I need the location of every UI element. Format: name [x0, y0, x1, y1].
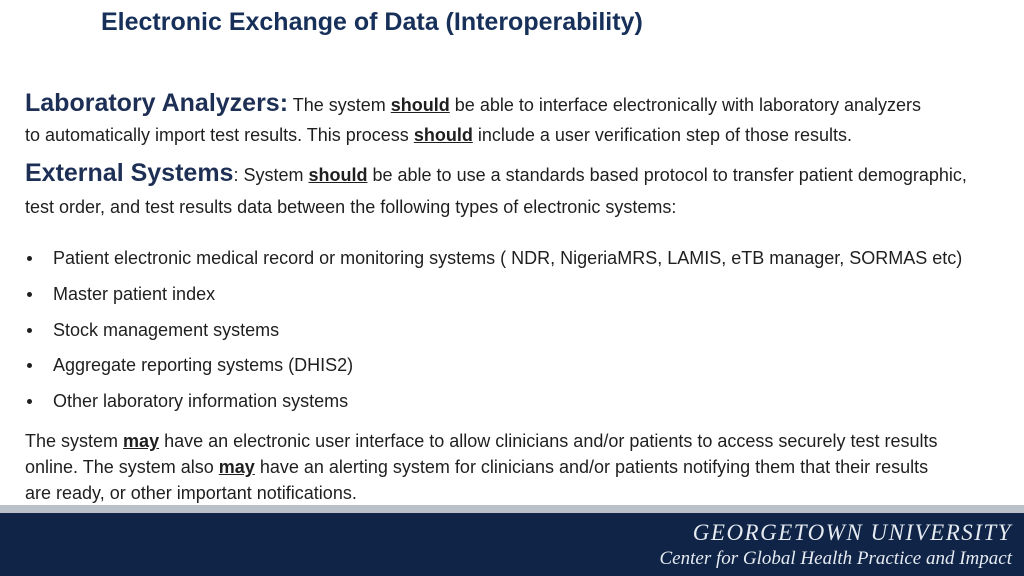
closing-emphasis-may-2: may	[218, 457, 255, 477]
list-item	[25, 277, 962, 313]
closing-text-1c: have an electronic user interface to allow clinicians and/or patients to access securely test results	[164, 431, 938, 451]
external-systems-line-1	[25, 155, 1020, 193]
list-item	[25, 241, 962, 277]
external-systems-paragraph	[25, 155, 1020, 221]
external-systems-emphasis-should: should	[308, 165, 368, 185]
logo-center-name: Center for Global Health Practice and Impact	[659, 548, 1012, 569]
list-item-label: Other laboratory information systems	[53, 391, 349, 412]
bullet-icon	[27, 256, 32, 261]
footer-divider	[0, 505, 1024, 513]
lab-analyzers-paragraph	[25, 87, 1020, 150]
bullet-icon	[27, 399, 32, 404]
list-item-label: Patient electronic medical record or monitoring systems ( NDR, NigeriaMRS, LAMIS, eTB manager, SORMAS etc)	[53, 248, 963, 268]
closing-text-1a: The system	[25, 431, 119, 451]
lab-analyzers-heading: Laboratory Analyzers:	[25, 89, 289, 117]
lab-analyzers-line-2	[25, 121, 1020, 150]
lab-analyzers-line-1	[25, 87, 1020, 121]
list-item	[25, 313, 962, 349]
external-systems-text-1a: : System	[233, 165, 304, 185]
list-item-label: Stock management systems	[53, 319, 280, 340]
list-item	[25, 348, 962, 384]
external-systems-heading: External Systems	[25, 159, 234, 187]
list-item-label: Aggregate reporting systems (DHIS2)	[53, 355, 354, 376]
lab-analyzers-text-1c: be able to interface electronically with laboratory analyzers	[454, 95, 922, 115]
closing-line-2	[25, 454, 1020, 480]
closing-text-2a: online. The system also	[25, 457, 214, 477]
system-types-list	[25, 241, 962, 420]
closing-paragraph	[25, 428, 1020, 506]
closing-line-3: are ready, or other important notifications.	[25, 483, 357, 503]
lab-analyzers-text-1a: The system	[292, 95, 386, 115]
lab-analyzers-text-2c: include a user verification step of those results.	[477, 125, 853, 145]
lab-analyzers-emphasis-should-2: should	[413, 125, 473, 145]
bullet-icon	[27, 328, 32, 333]
list-item-label: Master patient index	[53, 283, 216, 304]
bullet-icon	[27, 363, 32, 368]
slide-title: Electronic Exchange of Data (Interoperability)	[101, 8, 643, 36]
external-systems-line-2: test order, and test results data between the following types of electronic systems:	[25, 197, 677, 217]
logo-university-name: GEORGETOWN UNIVERSITY	[692, 520, 1012, 545]
closing-text-2c: have an alerting system for clinicians and/or patients notifying them that their results	[259, 457, 929, 477]
external-systems-text-1c: be able to use a standards based protocol to transfer patient demographic,	[372, 165, 967, 185]
bullet-icon	[27, 292, 32, 297]
closing-emphasis-may-1: may	[123, 431, 160, 451]
closing-line-1	[25, 428, 1020, 454]
list-item	[25, 384, 962, 420]
georgetown-logo	[660, 519, 1013, 571]
lab-analyzers-emphasis-should-1: should	[390, 95, 450, 115]
lab-analyzers-text-2a: to automatically import test results. This process	[25, 125, 409, 145]
